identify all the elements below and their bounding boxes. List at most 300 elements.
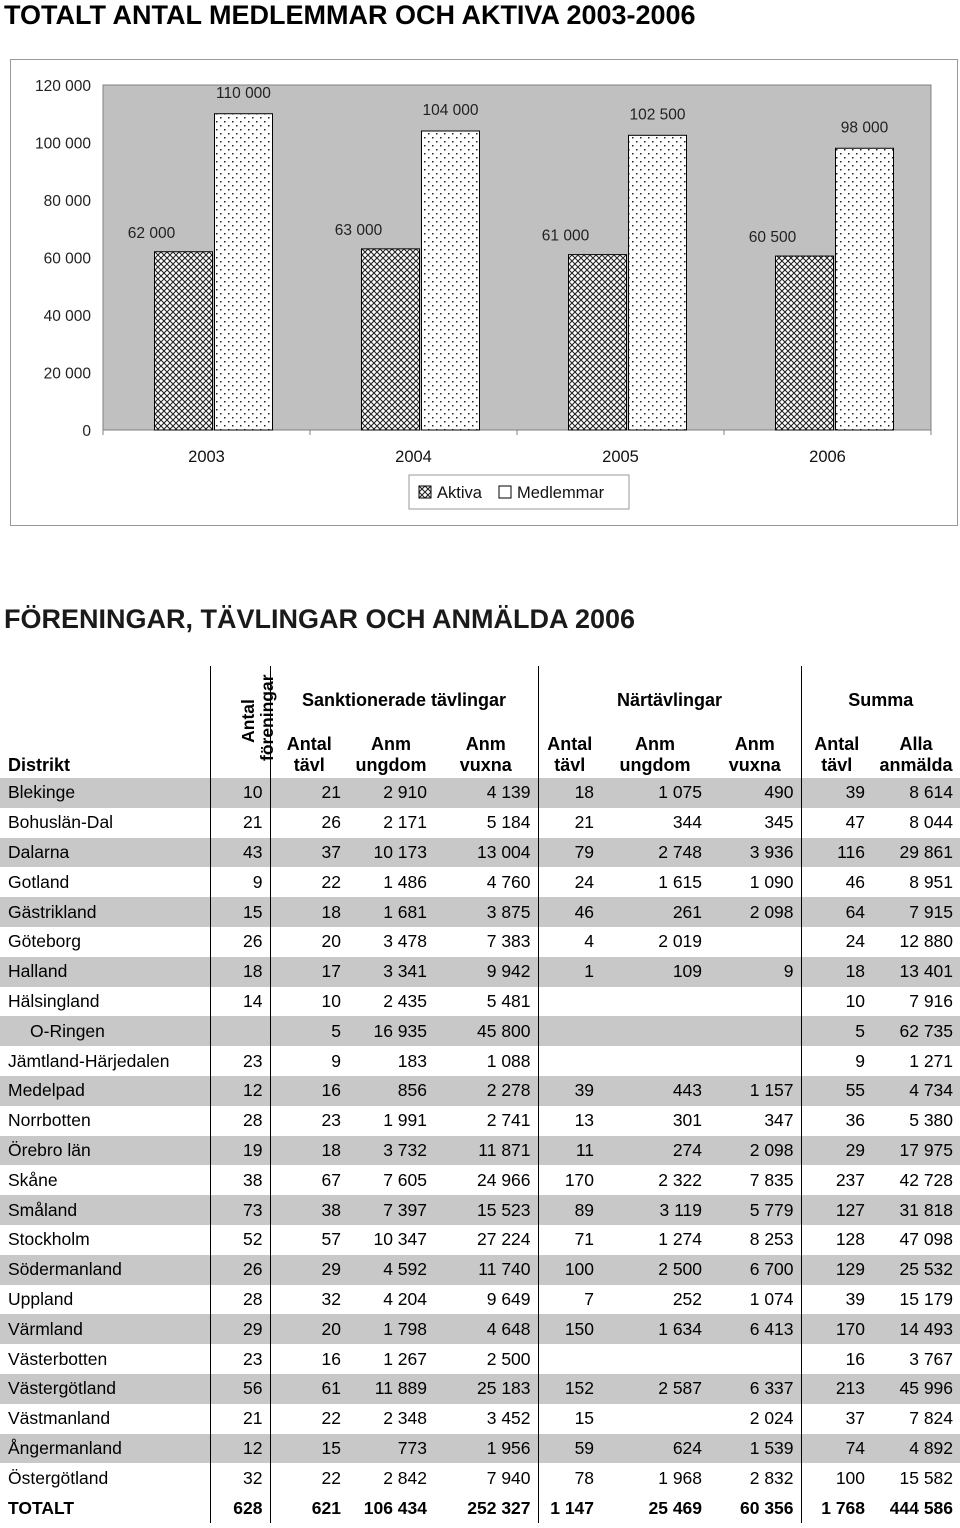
table-cell: 7 915 [872,897,960,927]
table-cell: 29 861 [872,838,960,868]
district-name: Medelpad [0,1076,210,1106]
table-cell: 100 [538,1255,601,1285]
district-name: Uppland [8,1288,74,1309]
table-row [0,1225,960,1255]
header-word: anmälda [879,755,953,775]
data-label: 62 000 [127,224,176,242]
district-name: Småland [0,1195,210,1225]
table-cell: 129 [801,1255,872,1285]
table-cell: 61 [270,1374,348,1404]
district-name: Östergötland [8,1467,109,1488]
table-cell: 7 940 [486,1467,531,1488]
table-cell: 2 435 [383,990,427,1011]
table-row [0,808,960,838]
table-cell: 3 452 [486,1408,531,1429]
table-row [0,1106,960,1136]
table-cell: 3 936 [709,838,801,868]
table-cell: 1 798 [348,1314,434,1344]
data-label: 63 000 [334,221,383,239]
table-cell: 9 [210,867,270,897]
bar-medlemmar [215,114,273,430]
table-row [0,1285,960,1315]
table-row [0,1255,960,1285]
table-cell: 9 649 [486,1288,531,1309]
section-title: FÖRENINGAR, TÄVLINGAR OCH ANMÄLDA 2006 [4,604,636,634]
table-cell: 127 [801,1195,872,1225]
y-tick-label: 60 000 [43,250,91,268]
table-cell [601,1344,709,1374]
col-nar-ungdom [601,713,709,778]
y-tick-label: 0 [82,423,91,440]
table-cell: 5 380 [909,1110,954,1131]
header-word: Anm [465,734,506,754]
table-cell: 3 341 [348,957,434,987]
table-cell: 12 [210,1076,270,1106]
header-word: tävl [554,755,586,775]
table-cell [210,1016,270,1046]
table-cell: 22 [270,1404,348,1434]
table-cell: 9 942 [434,957,538,987]
table-cell: 12 880 [899,931,954,952]
table-cell: 1 267 [383,1348,427,1369]
table-cell [601,1046,709,1076]
table-cell: 2 500 [601,1255,709,1285]
table-cell [709,1016,801,1046]
bar-aktiva [362,249,420,430]
table-cell: 628 [210,1493,270,1523]
legend-label-aktiva: Aktiva [437,484,482,502]
header-word: Antal [286,734,332,754]
table-cell: 10 173 [348,838,434,868]
table-cell: 45 996 [872,1374,960,1404]
table-cell: 4 734 [872,1076,960,1106]
table-cell: 26 [270,808,348,838]
col-nar-vuxna [709,713,801,778]
table-cell: 45 800 [434,1016,538,1046]
table-cell: 856 [348,1076,434,1106]
table-cell: 38 [270,1195,348,1225]
table-cell: 24 [538,867,601,897]
table-cell: 5 184 [486,812,531,833]
district-name: Jämtland-Härjedalen [8,1050,170,1071]
bar-medlemmar [629,135,687,430]
table-cell: 28 [210,1106,270,1136]
header-word: Alla [899,734,933,754]
table-cell: 25 532 [872,1255,960,1285]
table-cell: 37 [270,838,348,868]
table-cell: 1 147 [538,1493,601,1523]
table-cell: 443 [601,1076,709,1106]
table-cell: 301 [672,1110,703,1131]
table-cell: 4 648 [434,1314,538,1344]
table-cell: 62 735 [872,1016,960,1046]
table-cell: 18 [270,1136,348,1166]
table-cell: 25 183 [434,1374,538,1404]
table-cell: 19 [210,1136,270,1166]
header-word: ungdom [355,755,427,775]
y-tick-label: 120 000 [34,78,91,95]
table-cell: 67 [270,1165,348,1195]
table-row [0,778,960,808]
table-cell: 17 975 [872,1136,960,1166]
table-cell: 8 253 [749,1229,794,1250]
district-name: Gästrikland [0,897,210,927]
table-cell: 10 347 [373,1229,427,1250]
table-cell: 2 832 [749,1467,794,1488]
table-cell: 444 586 [872,1493,960,1523]
table-cell: 15 [270,1434,348,1464]
data-label: 102 500 [629,106,686,124]
table-cell [538,1046,601,1076]
district-name: Hälsingland [8,990,100,1011]
table-cell: 10 [210,778,270,808]
table-cell: 213 [801,1374,872,1404]
table-cell [709,987,801,1017]
table-cell: 2 024 [749,1408,794,1429]
col-nar-antal [538,713,601,778]
table-cell: 4 592 [348,1255,434,1285]
table-cell: 46 [801,867,872,897]
data-label: 98 000 [840,119,889,137]
table-cell: 1 075 [601,778,709,808]
table-cell [601,1016,709,1046]
table-row [0,987,960,1017]
table-cell: 21 [210,1404,270,1434]
table-cell: 15 523 [434,1195,538,1225]
table-row [0,867,960,897]
table-cell: 7 916 [909,990,954,1011]
table-cell: 32 [270,1285,348,1315]
table-cell: 21 [210,808,270,838]
table-row [0,1434,960,1464]
table-cell: 5 [801,1016,872,1046]
table-cell: 24 [801,927,872,957]
table-cell: 1 074 [749,1288,794,1309]
table-cell: 2 171 [383,812,427,833]
table-row [0,1404,960,1434]
table-cell: 18 [270,897,348,927]
table-cell: 261 [601,897,709,927]
table-cell: 47 [801,808,872,838]
col-sankt-vuxna [434,713,538,778]
table-cell: 2 500 [486,1348,531,1369]
district-name: O-Ringen [0,1016,210,1046]
table-cell: 1 090 [749,871,794,892]
legend-swatch-aktiva [419,486,431,498]
table-cell: 252 [672,1288,703,1309]
table-cell: 3 119 [601,1195,709,1225]
table-cell: 1 615 [658,871,703,892]
data-label: 104 000 [422,102,479,119]
table-cell: 3 767 [909,1348,954,1369]
district-table [0,666,960,1523]
table-cell [538,987,601,1017]
table-cell: 14 [210,987,270,1017]
table-cell: 71 [538,1225,601,1255]
district-name: Blekinge [0,778,210,808]
table-cell: 39 [801,778,872,808]
table-cell: 10 [801,987,872,1017]
header-word: Anm [635,734,676,754]
table-cell: 773 [348,1434,434,1464]
district-name: Dalarna [0,838,210,868]
table-cell: 9 [709,957,801,987]
district-name: Stockholm [8,1229,90,1250]
table-cell: 7 605 [383,1169,427,1190]
district-name: Örebro län [0,1136,210,1166]
table-cell: 39 [538,1076,601,1106]
table-cell: 1 [538,957,601,987]
header-word: Anm [371,734,411,754]
table-cell: 150 [538,1314,601,1344]
table-cell: 79 [538,838,601,868]
table-cell: 10 [270,987,348,1017]
col-antal-foreningar [210,666,277,778]
table-cell: 6 337 [709,1374,801,1404]
table-cell: 152 [538,1374,601,1404]
table-cell: 7 383 [486,931,531,952]
table-cell: 29 [801,1136,872,1166]
header-word: tävl [293,755,325,775]
table-cell: 78 [538,1463,601,1493]
table-cell: 59 [538,1434,601,1464]
table-cell: 16 [801,1344,872,1374]
y-tick-label: 20 000 [43,365,91,383]
district-name: Västergötland [0,1374,210,1404]
table-cell: 2 842 [383,1467,427,1488]
table-cell: 2 741 [486,1110,531,1131]
bar-medlemmar [836,148,894,430]
table-cell: 11 740 [434,1255,538,1285]
table-cell: 1 768 [801,1493,872,1523]
table-cell: 4 892 [872,1434,960,1464]
table-cell: 4 139 [434,778,538,808]
table-cell: 8 614 [872,778,960,808]
table-cell: 31 818 [872,1195,960,1225]
table-row [0,927,960,957]
table-cell: 7 [538,1285,601,1315]
table-cell: 2 587 [601,1374,709,1404]
table-cell: 16 935 [348,1016,434,1046]
table-cell: 74 [801,1434,872,1464]
table-cell: 11 871 [434,1136,538,1166]
table-cell: 170 [538,1165,601,1195]
table-cell: 1 539 [709,1434,801,1464]
table-cell: 22 [270,867,348,897]
y-tick-label: 40 000 [43,308,91,325]
table-cell [601,1404,709,1434]
table-cell: 64 [801,897,872,927]
table-row [0,1463,960,1493]
district-name: Halland [0,957,210,987]
header-word: tävl [821,755,853,775]
district-name: Göteborg [8,931,81,952]
table-cell: 2 098 [709,897,801,927]
table-cell: 7 397 [348,1195,434,1225]
table-cell: 21 [538,808,601,838]
district-name: Skåne [8,1169,58,1190]
bar-aktiva [569,255,627,430]
table-cell: 5 779 [709,1195,801,1225]
bar-chart [10,59,958,526]
table-cell: 116 [801,838,872,868]
table-cell: 32 [210,1463,270,1493]
table-cell: 347 [764,1110,794,1131]
table-cell: 36 [801,1106,872,1136]
col-distrikt: Distrikt [8,755,71,775]
bar-aktiva [776,256,834,430]
table-cell: 17 [270,957,348,987]
table-cell: 47 098 [899,1229,954,1250]
table-cell: 1 271 [909,1050,954,1071]
table-cell: 621 [270,1493,348,1523]
table-cell: 37 [801,1404,872,1434]
table-cell: 1 968 [658,1467,703,1488]
col-sankt-ungdom [348,713,434,778]
table-row [0,1314,960,1344]
table-cell: 1 681 [348,897,434,927]
district-name: TOTALT [0,1493,210,1523]
table-row [0,1165,960,1195]
table-cell: 9 [801,1046,872,1076]
header-word: vuxna [728,755,781,775]
table-cell: 89 [538,1195,601,1225]
table-cell: 23 [210,1046,270,1076]
table-cell: 55 [801,1076,872,1106]
col-summa-antal [801,713,872,778]
header-word: ungdom [619,755,691,775]
bar-aktiva [155,252,213,430]
table-cell: 42 728 [899,1169,954,1190]
table-cell: 100 [801,1463,872,1493]
table-cell: 9 [270,1046,348,1076]
table-cell: 183 [397,1050,427,1071]
header-word: Antal [814,734,860,754]
table-cell: 128 [801,1225,872,1255]
table-cell: 1 088 [486,1050,531,1071]
table-cell: 6 700 [709,1255,801,1285]
legend-label-medlemmar: Medlemmar [517,484,605,502]
table-cell: 12 [210,1434,270,1464]
table-row [0,1374,960,1404]
table-cell: 2 019 [658,931,703,952]
data-label: 60 500 [748,229,797,247]
bar-chart-svg [11,60,957,525]
table-row [0,838,960,868]
antal-foreningar-label: Antal föreningar [237,673,277,761]
table-cell: 5 [270,1016,348,1046]
table-cell: 73 [210,1195,270,1225]
data-label: 61 000 [541,227,590,245]
table-cell: 109 [601,957,709,987]
district-name: Bohuslän-Dal [8,812,114,833]
table-row [0,1076,960,1106]
bar-medlemmar [422,131,480,430]
table-cell: 15 [210,897,270,927]
col-sankt-antal [270,713,348,778]
table-cell [538,1016,601,1046]
col-summa-anmalda [872,713,960,778]
table-cell: 21 [270,778,348,808]
district-name: Södermanland [0,1255,210,1285]
table-cell: 28 [210,1285,270,1315]
legend-swatch-medlemmar [499,486,511,498]
table-cell: 11 889 [348,1374,434,1404]
total-row [0,1493,960,1523]
table-cell: 29 [210,1314,270,1344]
table-cell: 5 481 [486,990,531,1011]
table-row [0,1016,960,1046]
table-row [0,897,960,927]
table-cell: 18 [538,778,601,808]
table-cell: 624 [601,1434,709,1464]
table-cell: 27 224 [477,1229,531,1250]
header-word: Antal [547,734,593,754]
table-cell: 345 [764,812,794,833]
group-sanktionerade: Sanktionerade tävlingar [270,666,538,713]
table-cell: 2 910 [348,778,434,808]
table-cell: 23 [270,1106,348,1136]
district-name: Västmanland [8,1408,111,1429]
table-cell: 43 [210,838,270,868]
header-word: vuxna [459,755,512,775]
table-cell: 26 [210,1255,270,1285]
table-cell: 7 835 [749,1169,794,1190]
table-cell: 3 732 [348,1136,434,1166]
table-cell: 1 486 [383,871,427,892]
table-cell: 13 [538,1106,601,1136]
table-row [0,957,960,987]
table-cell: 1 956 [434,1434,538,1464]
table-cell [601,987,709,1017]
table-cell: 170 [801,1314,872,1344]
table-cell: 344 [672,812,703,833]
y-tick-label: 100 000 [34,135,91,153]
table-cell: 106 434 [348,1493,434,1523]
table-cell: 13 401 [872,957,960,987]
group-nartavlingar: Närtävlingar [538,666,801,713]
group-summa: Summa [801,666,960,713]
x-tick-label: 2003 [188,448,225,466]
table-cell: 25 469 [601,1493,709,1523]
x-tick-label: 2006 [809,448,846,466]
table-cell [538,1344,601,1374]
table-cell: 8 951 [909,871,954,892]
table-cell: 16 [270,1076,348,1106]
table-cell: 57 [270,1225,348,1255]
table-cell: 24 966 [477,1169,531,1190]
table-cell: 4 [538,927,601,957]
table-cell: 14 493 [872,1314,960,1344]
table-cell: 16 [270,1344,348,1374]
district-name: Västerbotten [8,1348,108,1369]
data-label: 110 000 [216,84,271,102]
table-row [0,1136,960,1166]
table-cell: 15 582 [899,1467,954,1488]
table-cell: 4 760 [486,871,531,892]
table-cell: 490 [709,778,801,808]
x-tick-label: 2005 [602,448,639,466]
district-name: Gotland [8,871,70,892]
table-row [0,1195,960,1225]
table-cell: 252 327 [434,1493,538,1523]
table-cell: 1 991 [383,1110,427,1131]
table-cell: 29 [270,1255,348,1285]
table-cell: 26 [210,927,270,957]
table-cell: 39 [801,1285,872,1315]
table-cell: 274 [601,1136,709,1166]
table-cell: 3 875 [434,897,538,927]
